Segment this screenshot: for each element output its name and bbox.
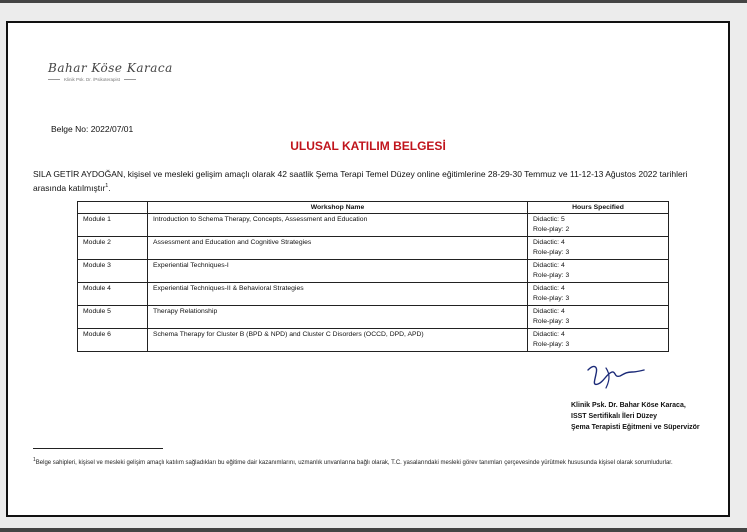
roleplay-hours: Role-play: 3 — [533, 341, 570, 348]
document-title: ULUSAL KATILIM BELGESİ — [290, 139, 446, 153]
module-label: Module 5 — [78, 306, 148, 329]
table-row — [78, 283, 669, 306]
hours-cell — [528, 306, 669, 329]
workshop-name: Introduction to Schema Therapy, Concepts, Assessment and Education — [148, 214, 528, 237]
module-label: Module 3 — [78, 260, 148, 283]
didactic-hours: Didactic: 4 — [533, 239, 565, 246]
table-row — [78, 306, 669, 329]
workshop-name: Schema Therapy for Cluster B (BPD & NPD) and Cluster C Disorders (OCCD, DPD, APD) — [148, 329, 528, 352]
header-hours: Hours Specified — [528, 202, 669, 214]
module-label: Module 2 — [78, 237, 148, 260]
signer-role: Şema Terapisti Eğitmeni ve Süpervizör — [571, 424, 700, 431]
certificate-body-end: . — [108, 182, 111, 193]
certificate-body — [33, 168, 713, 194]
module-label: Module 1 — [78, 214, 148, 237]
logo — [48, 61, 178, 82]
footnote — [33, 456, 718, 468]
roleplay-hours: Role-play: 2 — [533, 226, 570, 233]
didactic-hours: Didactic: 5 — [533, 216, 565, 223]
hours-cell — [528, 329, 669, 352]
signer-name: Klinik Psk. Dr. Bahar Köse Karaca, — [571, 402, 686, 409]
roleplay-hours: Role-play: 3 — [533, 272, 570, 279]
signer-certification: ISST Sertifikalı İleri Düzey — [571, 413, 657, 420]
workshop-name: Assessment and Education and Cognitive Strategies — [148, 237, 528, 260]
certificate-body-text: SILA GETİR AYDOĞAN, kişisel ve mesleki gelişim amaçlı olarak 42 saatlik Şema Terapi Temel Düzey online eğitimlerine 28-29-30 Temmuz ve 11-12-13 Ağustos 2022 tarihleri arasında katılmıştır — [33, 169, 688, 193]
logo-subtitle-row — [48, 77, 178, 82]
signature — [586, 360, 646, 390]
table-row — [78, 237, 669, 260]
hours-cell — [528, 283, 669, 306]
footnote-divider — [33, 448, 163, 449]
module-label: Module 6 — [78, 329, 148, 352]
table-row — [78, 260, 669, 283]
bottom-border — [0, 528, 747, 532]
roleplay-hours: Role-play: 3 — [533, 295, 570, 302]
footnote-text: Belge sahipleri, kişisel ve mesleki gelişim amaçlı katılım sağladıkları bu eğitime dair kazanımlarını, uzmanlık unvanlarına bağlı olarak, T.C. yasalarındaki mesleki görev tanımları çerçevesinde yürütmek hususunda kişisel olarak sorumludurlar. — [35, 460, 673, 466]
table-row — [78, 329, 669, 352]
logo-subtitle: Klinik Psk. Dr. /Psikoterapist — [64, 77, 121, 82]
table-header-row — [78, 202, 669, 214]
roleplay-hours: Role-play: 3 — [533, 318, 570, 325]
roleplay-hours: Role-play: 3 — [533, 249, 570, 256]
didactic-hours: Didactic: 4 — [533, 308, 565, 315]
didactic-hours: Didactic: 4 — [533, 285, 565, 292]
header-module — [78, 202, 148, 214]
workshop-table — [77, 201, 669, 352]
logo-name: Bahar Köse Karaca — [48, 61, 173, 75]
didactic-hours: Didactic: 4 — [533, 262, 565, 269]
didactic-hours: Didactic: 4 — [533, 331, 565, 338]
certificate-page — [6, 21, 730, 517]
signer-block — [571, 400, 700, 433]
header-workshop-name: Workshop Name — [148, 202, 528, 214]
footnote-ref: 1 — [105, 183, 109, 189]
workshop-name: Experiential Techniques-I — [148, 260, 528, 283]
hours-cell — [528, 237, 669, 260]
top-border — [0, 0, 747, 3]
workshop-name: Therapy Relationship — [148, 306, 528, 329]
module-label: Module 4 — [78, 283, 148, 306]
table-row — [78, 214, 669, 237]
hours-cell — [528, 214, 669, 237]
document-number: Belge No: 2022/07/01 — [51, 124, 134, 134]
footnote-marker: 1 — [33, 457, 36, 463]
workshop-name: Experiential Techniques-II & Behavioral Strategies — [148, 283, 528, 306]
hours-cell — [528, 260, 669, 283]
